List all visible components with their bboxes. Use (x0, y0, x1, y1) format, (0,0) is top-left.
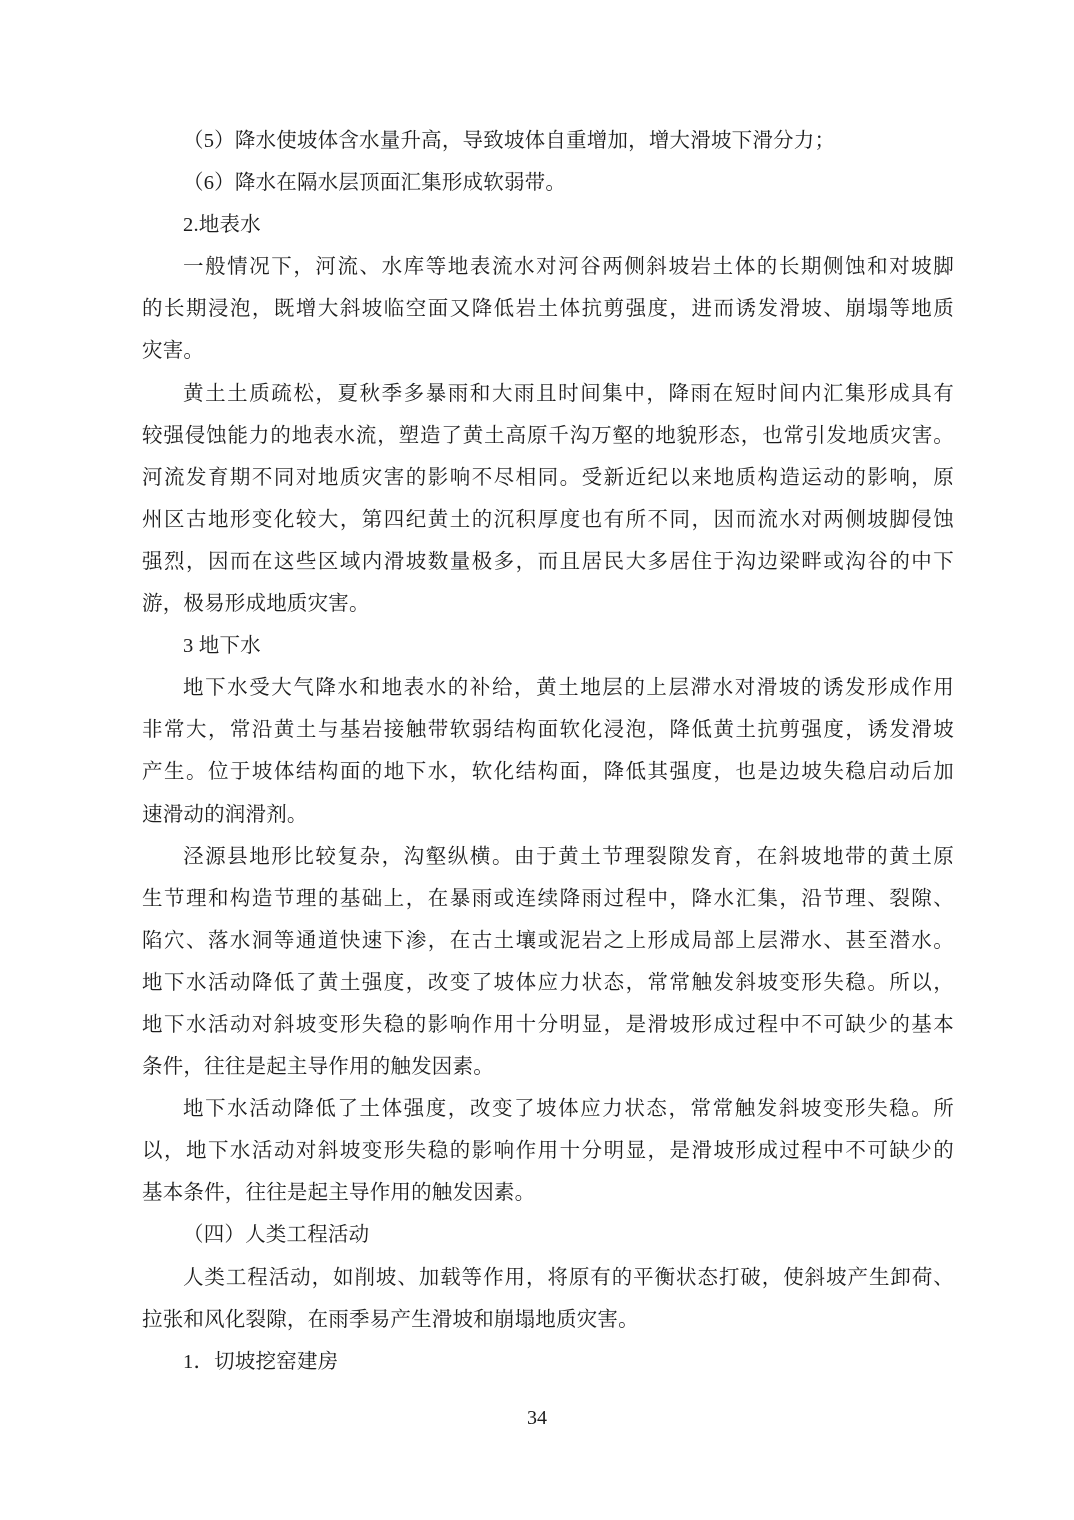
text-line: 生节理和构造节理的基础上，在暴雨或连续降雨过程中，降水汇集，沿节理、裂隙、 (142, 887, 954, 910)
text-line: 强烈，因而在这些区域内滑坡数量极多，而且居民大多居住于沟边梁畔或沟谷的中下 (142, 550, 954, 573)
text-line: 灾害。 (142, 340, 205, 363)
text-line: 地下水受大气降水和地表水的补给，黄土地层的上层滞水对滑坡的诱发形成作用 (183, 677, 954, 700)
text-line: （6）降水在隔水层顶面汇集形成软弱带。 (183, 172, 567, 195)
body-paragraph (142, 1257, 954, 1341)
page-number: 34 (527, 1407, 547, 1429)
document-text (142, 120, 954, 1383)
text-line: 地下水活动降低了黄土强度，改变了坡体应力状态，常常触发斜坡变形失稳。所以， (142, 971, 954, 994)
body-paragraph (142, 1088, 954, 1214)
text-line: 产生。位于坡体结构面的地下水，软化结构面，降低其强度，也是边坡失稳启动后加 (142, 761, 954, 784)
text-line: 黄土土质疏松，夏秋季多暴雨和大雨且时间集中，降雨在短时间内汇集形成具有 (183, 382, 954, 405)
text-line: 1．切坡挖窑建房 (183, 1350, 339, 1373)
text-line: 速滑动的润滑剂。 (142, 803, 308, 826)
text-line: 地下水活动对斜坡变形失稳的影响作用十分明显，是滑坡形成过程中不可缺少的基本 (142, 1013, 954, 1036)
text-line: 人类工程活动，如削坡、加载等作用，将原有的平衡状态打破，使斜坡产生卸荷、 (183, 1266, 954, 1289)
heading-paragraph (142, 1341, 954, 1383)
text-line: 的长期浸泡，既增大斜坡临空面又降低岩土体抗剪强度，进而诱发滑坡、崩塌等地质 (142, 298, 954, 321)
text-line: 基本条件，往往是起主导作用的触发因素。 (142, 1182, 536, 1205)
body-paragraph (142, 836, 954, 1089)
heading-paragraph (142, 204, 954, 246)
text-line: 拉张和风化裂隙，在雨季易产生滑坡和崩塌地质灾害。 (142, 1308, 639, 1331)
text-line: （四）人类工程活动 (183, 1224, 370, 1247)
text-line: 较强侵蚀能力的地表水流，塑造了黄土高原千沟万壑的地貌形态，也常引发地质灾害。 (142, 424, 954, 447)
body-paragraph (142, 246, 954, 372)
heading-paragraph (142, 1214, 954, 1256)
body-paragraph (142, 373, 954, 626)
page-footer (0, 1403, 1074, 1433)
body-paragraph (142, 120, 954, 162)
text-line: 泾源县地形比较复杂，沟壑纵横。由于黄土节理裂隙发育，在斜坡地带的黄土原 (183, 845, 954, 868)
text-line: 地下水活动降低了土体强度，改变了坡体应力状态，常常触发斜坡变形失稳。所 (183, 1098, 954, 1121)
text-line: 2.地表水 (183, 214, 261, 237)
text-line: 以，地下水活动对斜坡变形失稳的影响作用十分明显，是滑坡形成过程中不可缺少的 (142, 1140, 954, 1163)
text-line: 陷穴、落水洞等通道快速下渗，在古土壤或泥岩之上形成局部上层滞水、甚至潜水。 (142, 929, 954, 952)
body-paragraph (142, 667, 954, 835)
text-line: 3 地下水 (183, 635, 261, 658)
body-paragraph (142, 162, 954, 204)
text-line: 游，极易形成地质灾害。 (142, 593, 370, 616)
text-line: 条件，往往是起主导作用的触发因素。 (142, 1056, 494, 1079)
text-line: （5）降水使坡体含水量升高，导致坡体自重增加，增大滑坡下滑分力； (183, 130, 836, 152)
heading-paragraph (142, 625, 954, 667)
text-line: 州区古地形变化较大，第四纪黄土的沉积厚度也有所不同，因而流水对两侧坡脚侵蚀 (142, 508, 954, 531)
text-line: 非常大，常沿黄土与基岩接触带软弱结构面软化浸泡，降低黄土抗剪强度，诱发滑坡 (142, 719, 954, 742)
text-line: 河流发育期不同对地质灾害的影响不尽相同。受新近纪以来地质构造运动的影响，原 (142, 466, 954, 489)
text-line: 一般情况下，河流、水库等地表流水对河谷两侧斜坡岩土体的长期侧蚀和对坡脚 (183, 256, 954, 279)
